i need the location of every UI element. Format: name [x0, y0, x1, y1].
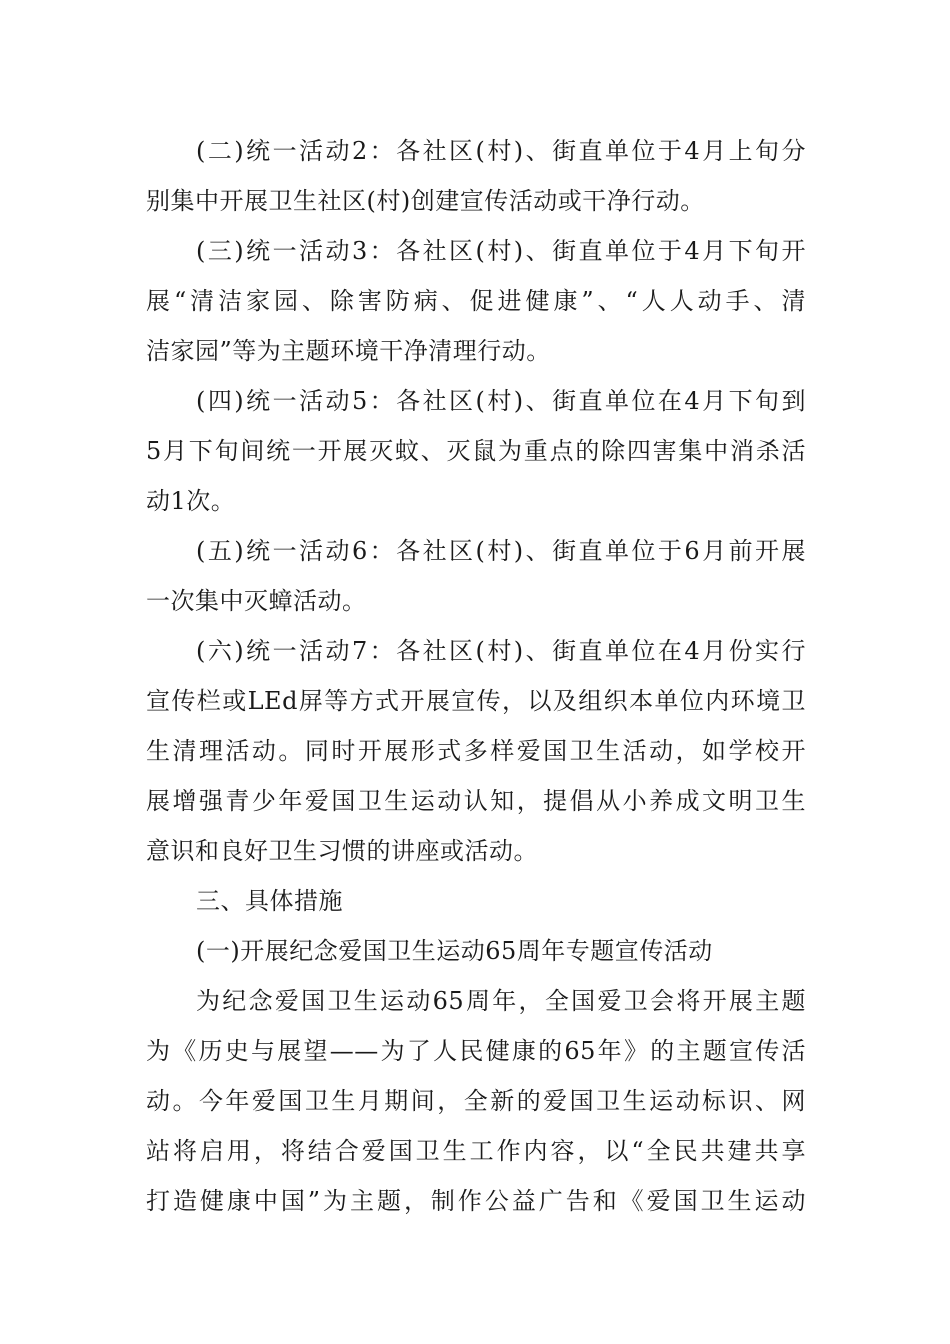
text-line: 宣传栏或LEd屏等方式开展宣传，以及组织本单位内环境卫 [146, 687, 806, 715]
text-line: 打造健康中国”为主题，制作公益广告和《爱国卫生运动 [146, 1187, 806, 1215]
text-line: (三)统一活动3：各社区(村)、街直单位于4月下旬开 [196, 237, 806, 265]
text-line: 动1次。 [146, 487, 236, 515]
text-line: 为《历史与展望——为了人民健康的65年》的主题宣传活 [146, 1037, 806, 1065]
text-line: 动。今年爱国卫生月期间，全新的爱国卫生运动标识、网 [146, 1087, 806, 1115]
text-line: 意识和良好卫生习惯的讲座或活动。 [146, 837, 538, 865]
text-line: (二)统一活动2：各社区(村)、街直单位于4月上旬分 [196, 137, 806, 165]
text-line: 展“清洁家园、除害防病、促进健康”、“人人动手、清 [146, 287, 806, 315]
text-line: 站将启用，将结合爱国卫生工作内容，以“全民共建共享 [146, 1137, 806, 1165]
text-line: 洁家园”等为主题环境干净清理行动。 [146, 337, 551, 365]
text-line: 三、具体措施 [196, 887, 343, 915]
text-line: (五)统一活动6：各社区(村)、街直单位于6月前开展 [196, 537, 806, 565]
text-line: 5月下旬间统一开展灭蚊、灭鼠为重点的除四害集中消杀活 [146, 437, 806, 465]
text-line: (四)统一活动5：各社区(村)、街直单位在4月下旬到 [196, 387, 806, 415]
text-line: 一次集中灭蟑活动。 [146, 587, 367, 615]
text-line: 为纪念爱国卫生运动65周年，全国爱卫会将开展主题 [196, 987, 806, 1015]
text-line: 别集中开展卫生社区(村)创建宣传活动或干净行动。 [146, 187, 705, 215]
text-line: (六)统一活动7：各社区(村)、街直单位在4月份实行 [196, 637, 806, 665]
text-line: (一)开展纪念爱国卫生运动65周年专题宣传活动 [196, 937, 713, 965]
text-line: 生清理活动。同时开展形式多样爱国卫生活动，如学校开 [146, 737, 806, 765]
text-line: 展增强青少年爱国卫生运动认知，提倡从小养成文明卫生 [146, 787, 806, 815]
document-body [146, 126, 806, 1226]
